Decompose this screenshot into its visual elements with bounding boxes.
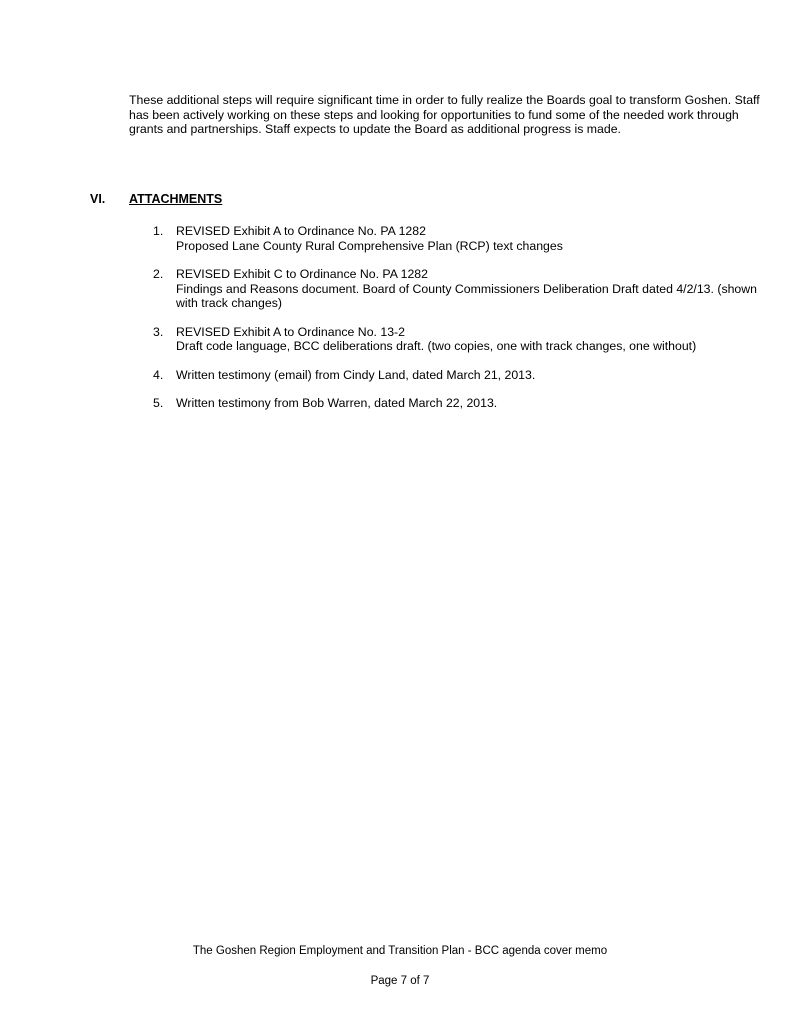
attachment-item-2 xyxy=(148,267,768,311)
attachment-item-1 xyxy=(148,224,768,253)
attachment-title: Written testimony from Bob Warren, dated March 22, 2013. xyxy=(176,396,498,410)
section-title: ATTACHMENTS xyxy=(129,192,223,206)
attachment-number: 2. xyxy=(153,267,164,281)
page-number: Page 7 of 7 xyxy=(370,975,430,987)
attachment-description: Draft code language, BCC deliberations draft. (two copies, one with track changes, one without) xyxy=(176,339,697,353)
attachment-item-4 xyxy=(148,368,768,383)
attachment-number: 1. xyxy=(153,224,164,238)
attachment-number: 3. xyxy=(153,324,164,339)
attachment-item-3 xyxy=(148,325,768,354)
attachment-title: Written testimony (email) from Cindy Land, dated March 21, 2013. xyxy=(176,367,536,382)
section-number: VI. xyxy=(90,192,106,206)
footer-title: The Goshen Region Employment and Transition Plan - BCC agenda cover memo xyxy=(192,945,608,957)
attachment-number: 4. xyxy=(153,367,164,382)
attachment-title: REVISED Exhibit A to Ordinance No. PA 1282 xyxy=(176,224,426,238)
attachment-title: REVISED Exhibit A to Ordinance No. 13-2 xyxy=(176,324,405,339)
section-heading xyxy=(90,192,222,207)
attachment-item-5 xyxy=(148,396,768,411)
attachment-description: Findings and Reasons document. Board of County Commissioners Deliberation Draft dated 4/2/13. (shown with track changes) xyxy=(176,281,757,310)
attachments-list xyxy=(148,224,768,425)
intro-paragraph: These additional steps will require significant time in order to fully realize the Boards goal to transform Goshen. Staff has been actively working on these steps and looking for opportunities to fund some of the needed work through grants and partnerships. Staff expects to update the Board as additional progress is made. xyxy=(129,93,760,136)
attachment-description: Proposed Lane County Rural Comprehensive Plan (RCP) text changes xyxy=(176,238,563,253)
attachment-number: 5. xyxy=(153,396,164,410)
attachment-title: REVISED Exhibit C to Ordinance No. PA 1282 xyxy=(176,267,428,281)
